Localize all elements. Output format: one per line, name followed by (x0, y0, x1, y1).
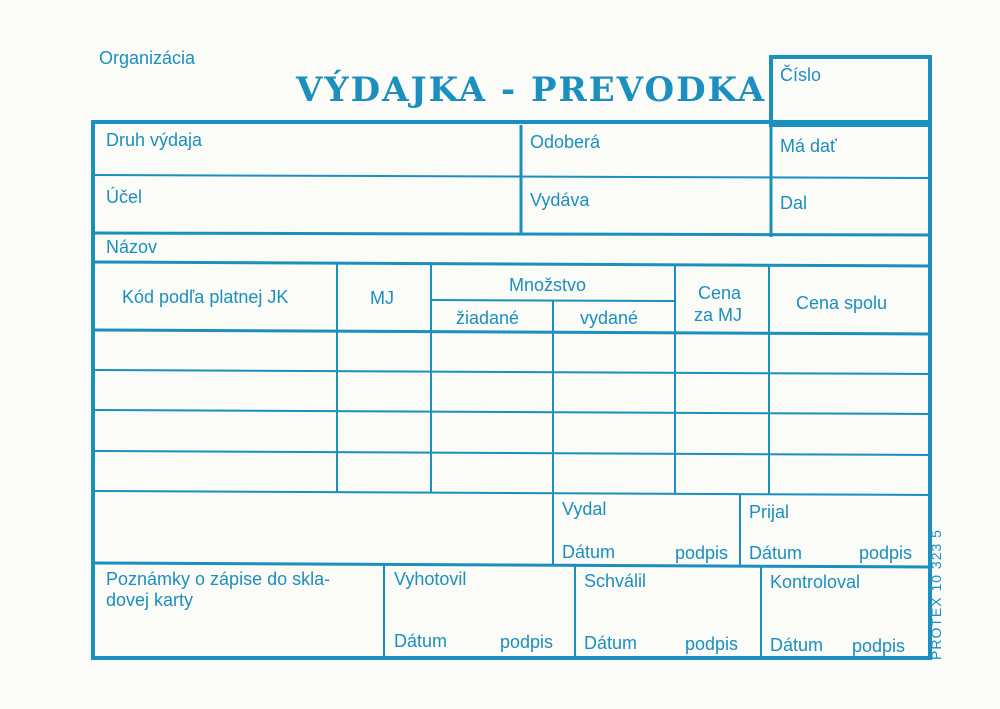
kontroloval-datum-label: Dátum (770, 635, 824, 655)
form-title: VÝDAJKA - PREVODKA (296, 70, 767, 110)
ucel-label: Účel (106, 187, 143, 207)
ma-dat-label: Má dať (780, 136, 837, 156)
vyhotovil-label: Vyhotovil (394, 569, 467, 589)
col-kod-header: Kód podľa platnej JK (122, 287, 289, 307)
printer-imprint: PROTEX 10 323 5 (928, 529, 944, 660)
druh-vydaja-label: Druh výdaja (106, 130, 203, 150)
odobera-label: Odoberá (530, 132, 601, 152)
organization-label: Organizácia (99, 48, 196, 68)
prijal-label: Prijal (749, 502, 790, 522)
col-cena-header-line1: Cena (698, 283, 742, 303)
col-cena-header-line2: za MJ (694, 305, 743, 325)
number-label: Číslo (780, 65, 822, 85)
schvalil-podpis-label: podpis (685, 634, 739, 654)
schvalil-datum-label: Dátum (584, 633, 638, 653)
vydal-podpis-label: podpis (675, 543, 729, 563)
vyhotovil-podpis-label: podpis (500, 632, 554, 652)
vyhotovil-datum-label: Dátum (394, 631, 448, 651)
prijal-podpis-label: podpis (859, 543, 913, 563)
notes-line2: dovej karty (106, 590, 194, 610)
notes-line1: Poznámky o zápise do skla- (106, 569, 331, 589)
dal-label: Dal (780, 193, 808, 213)
kontroloval-podpis-label: podpis (852, 636, 906, 656)
vydal-datum-label: Dátum (562, 542, 616, 562)
kontroloval-label: Kontroloval (770, 572, 861, 592)
nazov-label: Názov (106, 237, 158, 257)
vydal-label: Vydal (562, 499, 607, 519)
col-mj-header: MJ (370, 288, 394, 308)
vydava-label: Vydáva (530, 190, 590, 210)
col-ziadane-header: žiadané (456, 308, 520, 328)
prijal-datum-label: Dátum (749, 543, 803, 563)
col-vydane-header: vydané (580, 308, 639, 328)
col-mnozstvo-header: Množstvo (509, 275, 587, 295)
schvalil-label: Schválil (584, 571, 647, 591)
col-cena-spolu-header: Cena spolu (796, 293, 888, 313)
